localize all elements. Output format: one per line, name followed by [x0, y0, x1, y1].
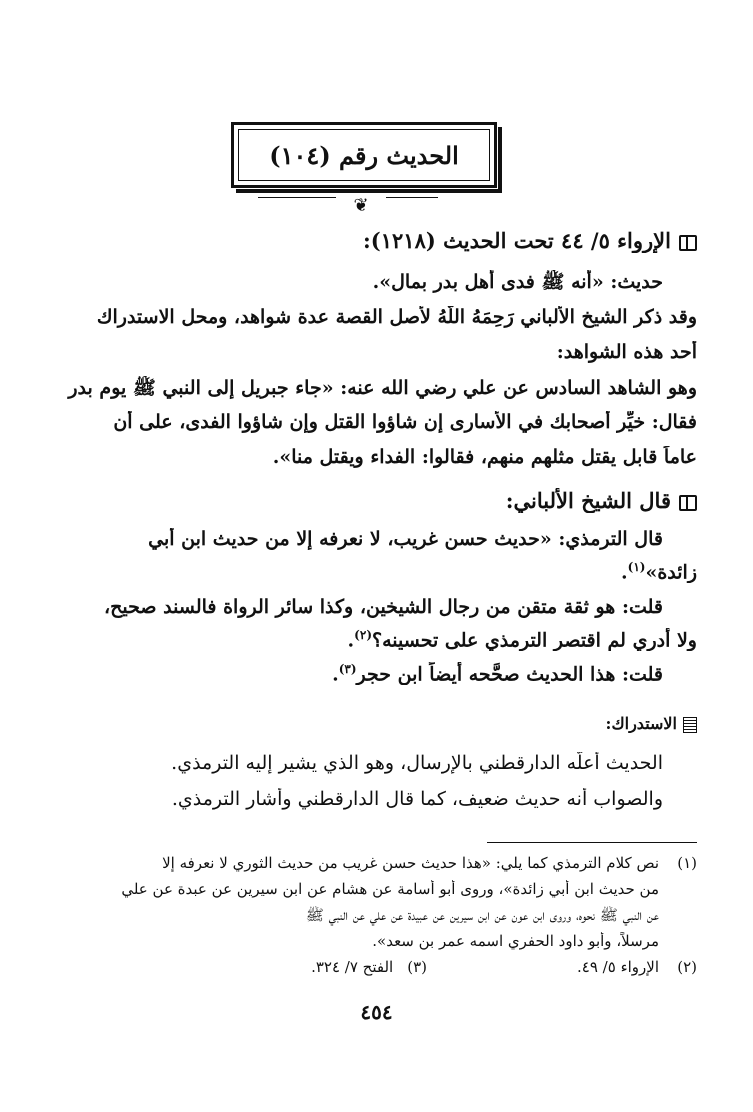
hadith-number-title: الحديث رقم (١٠٤) [238, 129, 490, 181]
footnote-ref[interactable]: (٣) [338, 662, 357, 676]
section-irwa-heading-text: الإرواء ٥/ ٤٤ تحت الحديث (١٢١٨): [363, 228, 671, 253]
paragraph-line: والصواب أنه حديث ضعيف، كما قال الدارقطني وأشار الترمذي. [171, 788, 663, 810]
quote-end: زائدة» [645, 561, 697, 584]
footnote-number: (٣) [407, 958, 427, 976]
paragraph-line: قال الترمذي: «حديث حسن غريب، لا نعرفه إلا من حديث ابن أبي [148, 528, 663, 550]
period: . [332, 663, 339, 686]
title-frame [231, 122, 497, 188]
page-number: ٤٥٤ [360, 1000, 393, 1024]
footnote-text: الإرواء ٥/ ٤٩. [577, 958, 659, 976]
section-albani-heading [56, 488, 697, 513]
paragraph-line [56, 628, 697, 651]
footnote-separator [487, 842, 697, 843]
footnote-2-3 [52, 958, 697, 976]
question-text: ولا أدري لم اقتصر الترمذي على تحسينه؟ [372, 629, 697, 652]
book-icon [679, 235, 697, 251]
footnote-ref[interactable]: (١) [627, 560, 646, 574]
footnote-1-line: مرسلاً، وأبو داود الحفري اسمه عمر بن سعد». [372, 932, 659, 950]
footnote-text: الفتح ٧/ ٣٢٤. [311, 958, 394, 976]
hadith-text: حديث: «أنه ﷺ فدى أهل بدر بمال». [372, 271, 663, 293]
footnote-1-line: من حديث ابن أبي زائدة»، وروى أبو أسامة عن هشام عن ابن سيرين عن عبدة عن علي [121, 880, 659, 898]
footnote-1-line: عن النبي ﷺ نحوه، وروى ابن عون عن ابن سيرين عن عبيدة عن علي عن النبي ﷺ [305, 906, 659, 924]
footnote-text: نص كلام الترمذي كما يلي: «هذا حديث حسن غريب من حديث الثوري لا نعرفه إلا [162, 854, 659, 872]
book-icon [679, 495, 697, 511]
paragraph-line: قلت: هو ثقة متقن من رجال الشيخين، وكذا سائر الرواة فالسند صحيح، [104, 596, 663, 618]
paragraph-line: أحد هذه الشواهد: [556, 341, 697, 363]
period: . [347, 629, 355, 652]
paragraph-line [56, 662, 663, 685]
floral-ornament-icon: ❦ [336, 195, 386, 215]
statement-text: قلت: هذا الحديث صحَّحه أيضاً ابن حجر [356, 663, 663, 686]
paragraph-line: وقد ذكر الشيخ الألباني رَحِمَهُ اللَّهُ لأصل القصة عدة شواهد، ومحل الاستدراك [96, 306, 697, 328]
section-irwa-heading [56, 228, 697, 253]
footnote-ref[interactable]: (٢) [354, 628, 372, 642]
section-istidrak-heading-text: الاستدراك: [605, 714, 677, 733]
paragraph-line: وهو الشاهد السادس عن علي رضي الله عنه: «جاء جبريل إلى النبي ﷺ يوم بدر [68, 377, 697, 399]
footnote-1 [52, 854, 697, 872]
paragraph-line: فقال: خيِّر أصحابك في الأسارى إن شاؤوا القتل وإن شاؤوا الفدى، على أن [113, 411, 697, 433]
period: . [621, 561, 628, 584]
paragraph-line [56, 560, 697, 583]
paragraph-line: الحديث أعلَّه الدارقطني بالإرسال، وهو الذي يشير إليه الترمذي. [171, 752, 663, 774]
paragraph-line: عاماً قابل يقتل مثلهم منهم، فقالوا: الفداء ويقتل منا». [272, 446, 697, 468]
section-albani-heading-text: قال الشيخ الألباني: [505, 488, 671, 513]
scroll-icon [683, 717, 697, 733]
footnote-number: (١) [677, 854, 697, 872]
section-istidrak-heading [56, 714, 697, 733]
footnote-number: (٢) [677, 958, 697, 976]
